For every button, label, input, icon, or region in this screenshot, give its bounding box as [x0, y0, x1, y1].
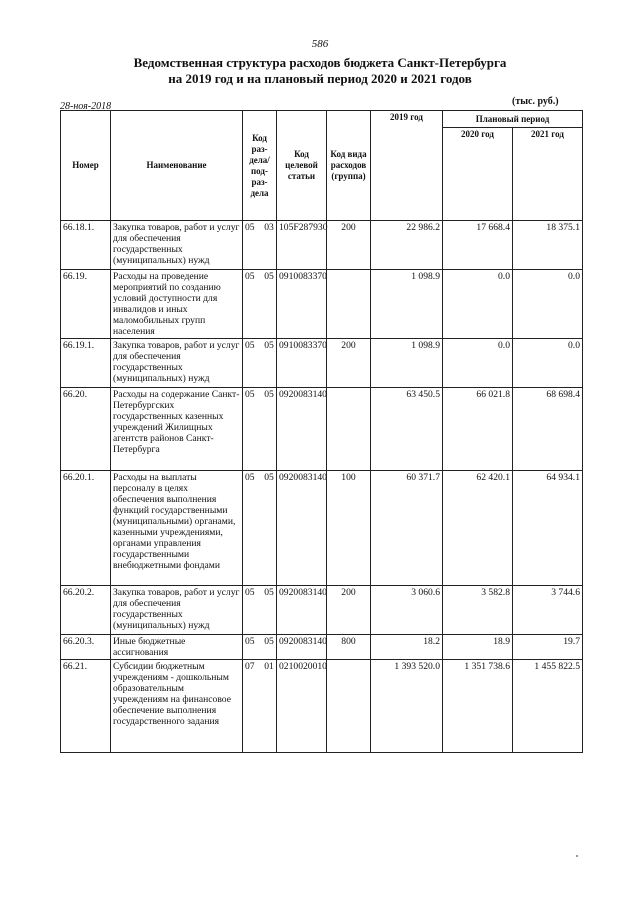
row-section-code	[243, 660, 277, 753]
row-number: 66.18.1.	[61, 221, 111, 270]
row-section-code	[243, 635, 277, 660]
row-expense-type: 800	[327, 635, 371, 660]
table-row	[61, 221, 583, 270]
row-expense-type	[327, 660, 371, 753]
row-section-code	[243, 586, 277, 635]
table-row	[61, 635, 583, 660]
row-target-code: 0920083140	[277, 586, 327, 635]
row-expense-type	[327, 388, 371, 471]
row-2020-value: 66 021.8	[443, 388, 513, 471]
section-code: 05	[245, 389, 255, 400]
section-code: 05	[245, 472, 255, 483]
row-expense-type	[327, 270, 371, 339]
row-section-code	[243, 339, 277, 388]
row-number: 66.20.3.	[61, 635, 111, 660]
section-code: 07	[245, 661, 255, 672]
table-row	[61, 471, 583, 586]
row-target-code: 0910083370	[277, 270, 327, 339]
header-name: Наименование	[111, 111, 243, 221]
row-2021-value: 0.0	[513, 339, 583, 388]
row-2020-value: 0.0	[443, 339, 513, 388]
document-date: 28-ноя-2018	[60, 101, 112, 112]
row-target-code: 0920083140	[277, 471, 327, 586]
document-title	[0, 55, 640, 87]
row-section-code	[243, 471, 277, 586]
subsection-code: 05	[264, 340, 274, 351]
budget-table	[60, 110, 583, 753]
table-row	[61, 388, 583, 471]
header-2021: 2021 год	[513, 128, 583, 221]
row-2020-value: 1 351 738.6	[443, 660, 513, 753]
title-line-1: Ведомственная структура расходов бюджета Санкт-Петербурга	[133, 55, 507, 70]
section-code: 05	[245, 222, 255, 233]
row-number: 66.20.	[61, 388, 111, 471]
row-expense-type: 200	[327, 339, 371, 388]
header-planned: Плановый период	[443, 111, 583, 128]
row-2021-value: 3 744.6	[513, 586, 583, 635]
table-row	[61, 660, 583, 753]
row-expense-type: 200	[327, 221, 371, 270]
row-expense-type: 200	[327, 586, 371, 635]
table-row	[61, 270, 583, 339]
header-section: Код раз-дела/ под-раз-дела	[243, 111, 277, 221]
row-2020-value: 0.0	[443, 270, 513, 339]
row-2019-value: 22 986.2	[371, 221, 443, 270]
row-name: Расходы на выплаты персоналу в целях обеспечения выполнения функций государственными (муниципальными) органами, казенными учреждениями, органами управления государственными внебюджетными фондами	[111, 471, 243, 586]
row-number: 66.20.2.	[61, 586, 111, 635]
row-target-code: 0210020010	[277, 660, 327, 753]
row-name: Закупка товаров, работ и услуг для обеспечения государственных (муниципальных) нужд	[111, 221, 243, 270]
table-row	[61, 339, 583, 388]
row-target-code: 105F287930	[277, 221, 327, 270]
header-expense-type: Код вида расходов (группа)	[327, 111, 371, 221]
row-name: Субсидии бюджетным учреждениям - дошкольным образовательным учреждениям на финансовое обеспечение выполнения государственного задания	[111, 660, 243, 753]
row-2021-value: 18 375.1	[513, 221, 583, 270]
row-2021-value: 19.7	[513, 635, 583, 660]
row-2021-value: 68 698.4	[513, 388, 583, 471]
row-2019-value: 60 371.7	[371, 471, 443, 586]
scan-speck	[576, 855, 578, 857]
subsection-code: 05	[264, 472, 274, 483]
row-section-code	[243, 388, 277, 471]
subsection-code: 05	[264, 587, 274, 598]
row-2021-value: 0.0	[513, 270, 583, 339]
section-code: 05	[245, 340, 255, 351]
row-target-code: 0920083140	[277, 388, 327, 471]
row-section-code	[243, 270, 277, 339]
table-row	[61, 586, 583, 635]
header-2019: 2019 год	[371, 111, 443, 221]
row-2020-value: 62 420.1	[443, 471, 513, 586]
row-number: 66.21.	[61, 660, 111, 753]
row-number: 66.19.1.	[61, 339, 111, 388]
subsection-code: 05	[264, 389, 274, 400]
row-2019-value: 18.2	[371, 635, 443, 660]
header-target: Код целевой статьи	[277, 111, 327, 221]
row-2020-value: 3 582.8	[443, 586, 513, 635]
row-2019-value: 1 098.9	[371, 339, 443, 388]
row-target-code: 0920083140	[277, 635, 327, 660]
subsection-code: 05	[264, 271, 274, 282]
row-name: Закупка товаров, работ и услуг для обеспечения государственных (муниципальных) нужд	[111, 586, 243, 635]
header-2020: 2020 год	[443, 128, 513, 221]
row-2020-value: 18.9	[443, 635, 513, 660]
section-code: 05	[245, 271, 255, 282]
row-expense-type: 100	[327, 471, 371, 586]
page-number: 586	[311, 38, 329, 50]
row-2019-value: 1 098.9	[371, 270, 443, 339]
subsection-code: 01	[264, 661, 274, 672]
units-label: (тыс. руб.)	[512, 96, 559, 107]
row-2020-value: 17 668.4	[443, 221, 513, 270]
row-name: Расходы на содержание Санкт-Петербургских государственных казенных учреждений Жилищных агентств районов Санкт-Петербурга	[111, 388, 243, 471]
row-2019-value: 3 060.6	[371, 586, 443, 635]
header-number: Номер	[61, 111, 111, 221]
row-section-code	[243, 221, 277, 270]
section-code: 05	[245, 587, 255, 598]
row-name: Закупка товаров, работ и услуг для обеспечения государственных (муниципальных) нужд	[111, 339, 243, 388]
subsection-code: 05	[264, 636, 274, 647]
row-name: Расходы на проведение мероприятий по созданию условий доступности для инвалидов и иных маломобильных групп населения	[111, 270, 243, 339]
title-line-2: на 2019 год и на плановый период 2020 и 2021 годов	[168, 71, 472, 86]
subsection-code: 03	[264, 222, 274, 233]
row-name: Иные бюджетные ассигнования	[111, 635, 243, 660]
row-2019-value: 63 450.5	[371, 388, 443, 471]
section-code: 05	[245, 636, 255, 647]
row-target-code: 0910083370	[277, 339, 327, 388]
row-number: 66.19.	[61, 270, 111, 339]
row-number: 66.20.1.	[61, 471, 111, 586]
row-2019-value: 1 393 520.0	[371, 660, 443, 753]
row-2021-value: 64 934.1	[513, 471, 583, 586]
row-2021-value: 1 455 822.5	[513, 660, 583, 753]
